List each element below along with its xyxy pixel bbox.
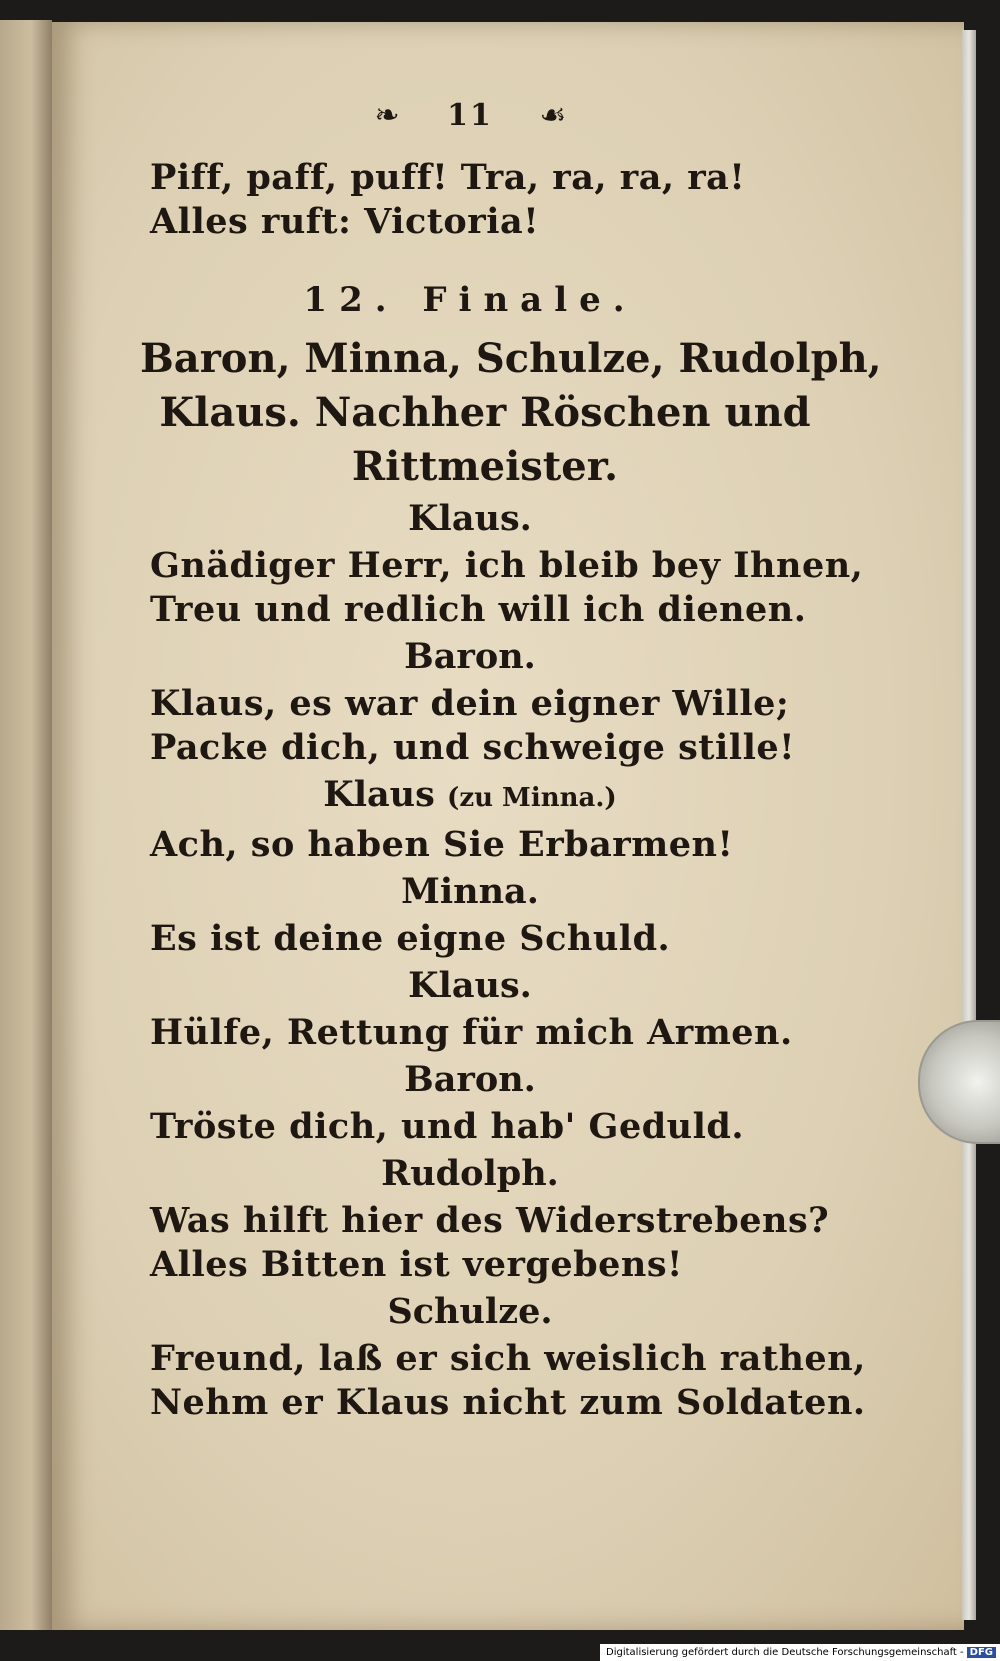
speaker-name: Schulze. [387,1291,553,1332]
page-header [210,90,730,140]
speaker-name: Rudolph. [381,1153,559,1194]
verse-line: Nehm er Klaus nicht zum Soldaten. [150,1382,866,1423]
verse-line: Es ist deine eigne Schuld. [150,918,671,959]
ornament-right-icon: ☙ [539,97,567,133]
speaker-name: Klaus [323,774,435,815]
digitization-footer [600,1644,1000,1661]
verse-line: Klaus, es war dein eigner Wille; [150,683,790,724]
page-text [140,90,882,1425]
verse-line: Freund, laß er sich weislich rathen, [150,1338,866,1379]
section-title: 12. Finale. [303,280,637,320]
verse-line: Tröste dich, und hab' Geduld. [150,1106,745,1147]
footer-text: Digitalisierung gefördert durch die Deutsche Forschungsgemeinschaft - [606,1647,964,1658]
page-number: 11 [447,97,493,133]
speaker-name: Klaus. [408,498,532,539]
cast-line: Baron, Minna, Schulze, Rudolph, [140,335,882,382]
cast-line: Klaus. Nachher Röschen und [159,389,811,436]
cast-line: Rittmeister. [351,443,619,490]
verse-line: Packe dich, und schweige stille! [150,727,795,768]
verse-line: Hülfe, Rettung für mich Armen. [150,1012,793,1053]
speaker-with-note [210,770,730,823]
stage-direction: (zu Minna.) [447,783,617,813]
left-page-edge [0,20,52,1630]
verse-line: Gnädiger Herr, ich bleib bey Ihnen, [150,545,864,586]
verse-line: Ach, so haben Sie Erbarmen! [150,824,734,865]
dialogue [150,494,866,1425]
verse-line: Treu und redlich will ich dienen. [150,589,807,630]
dfg-logo: DFG [967,1647,996,1658]
verse-line: Alles ruft: Victoria! [150,201,540,242]
speaker-name: Klaus. [408,965,532,1006]
speaker-name: Minna. [401,871,539,912]
verse-line: Alles Bitten ist vergebens! [150,1244,683,1285]
speaker-name: Baron. [404,1059,536,1100]
ornament-left-icon: ❧ [374,97,400,133]
verse-line: Piff, paff, puff! Tra, ra, ra, ra! [150,157,746,198]
verse-line: Was hilft hier des Widerstrebens? [150,1200,830,1241]
speaker-name: Baron. [404,636,536,677]
page-stack-edge [962,30,976,1620]
